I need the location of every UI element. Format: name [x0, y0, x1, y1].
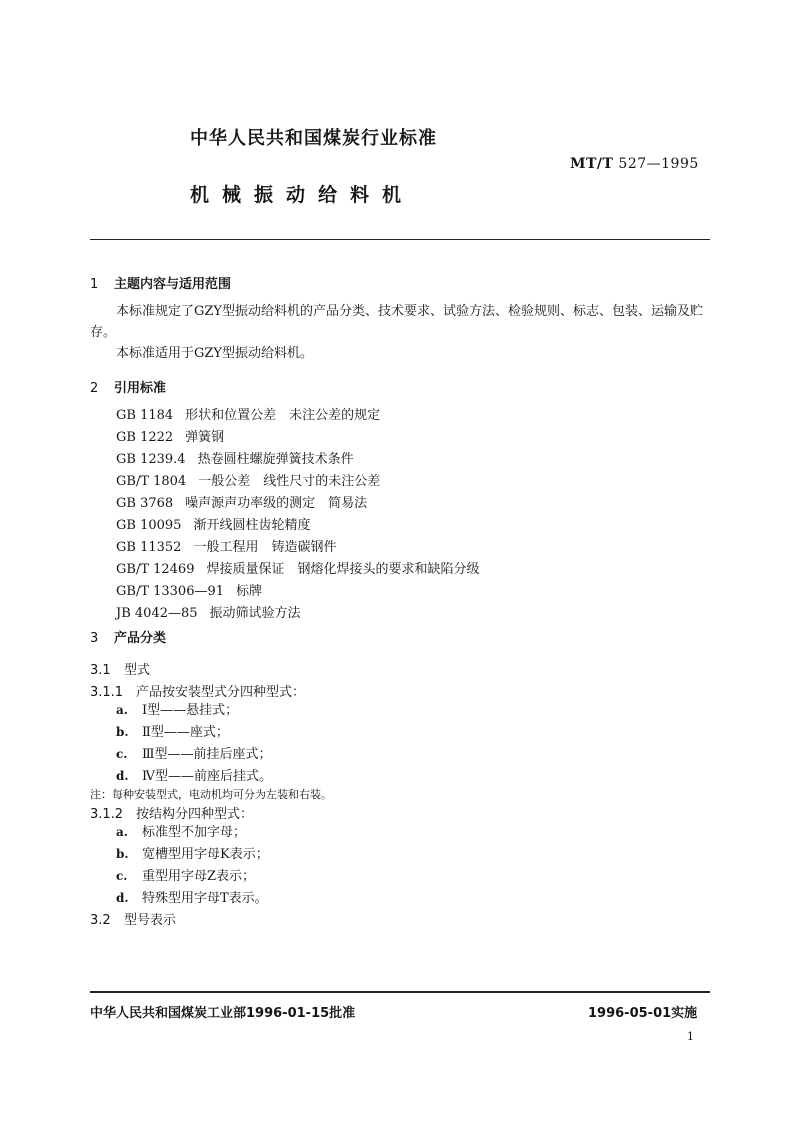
- section-1-paragraph-1: [90, 301, 712, 343]
- standard-code: [570, 156, 699, 172]
- list-item: [116, 405, 480, 427]
- list-item: [116, 493, 480, 515]
- list-item-text: Ⅰ型——悬挂式；: [142, 703, 239, 718]
- structure-type-list: [116, 821, 269, 909]
- subsection-3-1: [90, 659, 150, 678]
- reference-list: [116, 405, 480, 625]
- paragraph-text: 本标准规定了GZY型振动给料机的产品分类、技术要求、试验方法、检验规则、标志、包装、运输及贮存。: [90, 304, 704, 340]
- implementation-date: 1996-05-01实施: [588, 1006, 698, 1021]
- subsection-text: 产品按安装型式分四种型式：: [136, 685, 306, 700]
- ref-code: GB 10095: [116, 518, 182, 533]
- install-note: 注：每种安装型式，电动机均可分为左装和右装。: [90, 788, 332, 801]
- section-title: 产品分类: [114, 631, 167, 646]
- list-marker: d.: [116, 769, 129, 783]
- section-3-heading: [90, 627, 166, 646]
- list-marker: c.: [116, 747, 128, 761]
- section-title: 主题内容与适用范围: [114, 277, 232, 292]
- list-item-text: 宽槽型用字母K表示；: [142, 847, 269, 862]
- subsection-number: 3.1.2: [90, 807, 124, 822]
- subsection-text: 型号表示: [124, 913, 177, 928]
- list-marker: c.: [116, 869, 128, 883]
- standard-code-number: 527—1995: [618, 156, 699, 172]
- section-title: 引用标准: [114, 381, 167, 396]
- list-item: [116, 515, 480, 537]
- ref-title: 焊接质量保证 钢熔化焊接头的要求和缺陷分级: [206, 562, 480, 577]
- page-number: 1: [687, 1030, 694, 1043]
- ref-title: 一般工程用 铸造碳钢件: [193, 540, 337, 555]
- section-1-heading: [90, 273, 231, 292]
- ref-code: GB/T 13306—91: [116, 584, 225, 599]
- section-2-heading: [90, 377, 166, 396]
- list-marker: a.: [116, 825, 128, 839]
- standard-title: 机械振动给料机: [190, 184, 415, 206]
- ref-title: 渐开线圆柱齿轮精度: [193, 518, 311, 533]
- ref-title: 热卷圆柱螺旋弹簧技术条件: [197, 452, 354, 467]
- subsection-text: 按结构分四种型式：: [136, 807, 254, 822]
- approval-line: 中华人民共和国煤炭工业部1996-01-15批准: [90, 1006, 356, 1021]
- ref-code: GB 1239.4: [116, 452, 186, 467]
- subsection-3-2: [90, 909, 176, 928]
- list-item: [116, 721, 272, 743]
- list-item-text: 重型用字母Z表示；: [142, 869, 256, 884]
- list-item: [116, 865, 269, 887]
- list-item: [116, 603, 480, 625]
- ref-title: 一般公差 线性尺寸的未注公差: [198, 474, 381, 489]
- list-marker: b.: [116, 847, 129, 861]
- section-number: 1: [90, 277, 99, 292]
- list-item: [116, 581, 480, 603]
- ref-title: 标牌: [236, 584, 263, 599]
- footer-divider: [90, 991, 710, 993]
- list-item: [116, 887, 269, 909]
- subsection-number: 3.1.1: [90, 685, 124, 700]
- ref-code: GB 1184: [116, 408, 174, 423]
- install-type-list: [116, 699, 272, 787]
- list-item: [116, 449, 480, 471]
- list-item-text: 标准型不加字母；: [142, 825, 247, 840]
- list-marker: b.: [116, 725, 129, 739]
- list-item: [116, 821, 269, 843]
- standard-organization: 中华人民共和国煤炭行业标准: [190, 128, 437, 149]
- list-item: [116, 743, 272, 765]
- ref-code: GB 3768: [116, 496, 174, 511]
- ref-code: GB/T 1804: [116, 474, 187, 489]
- list-marker: d.: [116, 891, 129, 905]
- list-item-text: Ⅳ型——前座后挂式。: [142, 769, 272, 784]
- ref-title: 形状和位置公差 未注公差的规定: [185, 408, 381, 423]
- ref-title: 弹簧钢: [185, 430, 225, 445]
- subsection-text: 型式: [124, 663, 151, 678]
- section-1-paragraph-2: [90, 343, 712, 364]
- section-number: 3: [90, 631, 99, 646]
- ref-code: GB/T 12469: [116, 562, 195, 577]
- subsection-3-1-2: [90, 803, 253, 822]
- list-item-text: 特殊型用字母T表示。: [142, 891, 268, 906]
- ref-code: GB 1222: [116, 430, 174, 445]
- standard-code-prefix: MT/T: [570, 156, 614, 172]
- ref-title: 噪声源声功率级的测定 简易法: [185, 496, 368, 511]
- list-item: [116, 765, 272, 787]
- list-item-text: Ⅲ型——前挂后座式；: [142, 747, 272, 762]
- list-item: [116, 699, 272, 721]
- list-item: [116, 843, 269, 865]
- list-marker: a.: [116, 703, 128, 717]
- list-item: [116, 537, 480, 559]
- subsection-3-1-1: [90, 681, 305, 700]
- subsection-number: 3.2: [90, 913, 111, 928]
- ref-code: GB 11352: [116, 540, 182, 555]
- paragraph-text: 本标准适用于GZY型振动给料机。: [116, 346, 313, 361]
- subsection-number: 3.1: [90, 663, 111, 678]
- section-number: 2: [90, 381, 99, 396]
- list-item: [116, 427, 480, 449]
- ref-code: JB 4042—85: [116, 606, 198, 621]
- list-item-text: Ⅱ型——座式；: [142, 725, 229, 740]
- list-item: [116, 559, 480, 581]
- header-divider: [90, 239, 710, 240]
- list-item: [116, 471, 480, 493]
- ref-title: 振动筛试验方法: [209, 606, 301, 621]
